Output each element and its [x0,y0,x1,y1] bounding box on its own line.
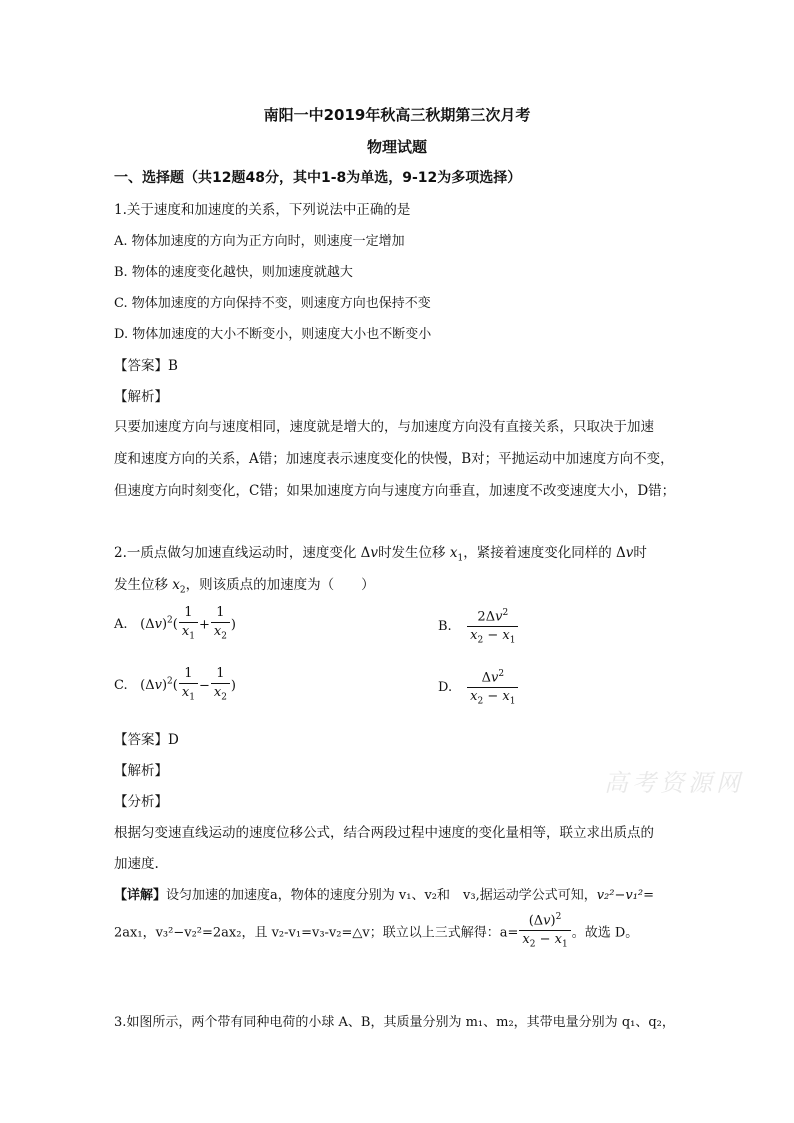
question-1-stem: 1.关于速度和加速度的关系，下列说法中正确的是 [114,202,411,218]
question-3-stem: 3.如图所示，两个带有同种电荷的小球 A、B，其质量分别为 m₁、m₂，其带电量分别为 q₁、q₂， [114,1015,675,1030]
question-2-option-b: B. $\frac{2\Delta v^2}{x_2 - x_1}$ [438,604,519,650]
question-2-fenxi-label: 【分析】 [114,794,168,810]
question-1-option-a: A. 物体加速度的方向为正方向时，则速度一定增加 [114,234,405,249]
question-1-analysis-line: 度和速度方向的关系，A错；加速度表示速度变化的快慢，B对；平抛运动中加速度方向不变， [114,451,674,467]
question-2-detail-line1: 【详解】设匀加速的加速度a，物体的速度分别为 v₁、v₂和 v₃,据运动学公式可知，v₂²−v₁²= [114,888,655,903]
section-heading: 一、选择题（共12题48分，其中1-8为单选，9-12为多项选择） [114,170,522,186]
watermark: 高考资源网 [604,769,744,797]
question-2-option-a: A. $(\Delta v)^2$( $\frac{1}{x_1}$ + $\frac{1}{x_2}$ ) [114,605,236,642]
question-1-analysis-line: 但速度方向时刻变化，C错；如果加速度方向与速度方向垂直，加速度不改变速度大小，D错； [114,483,676,499]
question-1-option-c: C. 物体加速度的方向保持不变，则速度方向也保持不变 [114,296,431,311]
question-2-option-c: C. $(\Delta v)^2$( $\frac{1}{x_1}$ − $\frac{1}{x_2}$ ) [114,666,236,703]
question-2-detail-line2: 2ax₁，v₃²−v₂²=2ax₂，且 v₂-v₁=v₃-v₂=△v；联立以上三式解得：a= $\frac{(\Delta v)^2}{x_2 - x_1}$ 。故选 D。 [114,908,638,954]
question-1-answer: 【答案】B [114,358,178,374]
question-2-stem: 2.一质点做匀加速直线运动时，速度变化 Δv时发生位移 $x_1$，紧接着速度变化同样的 Δv时 [114,545,647,564]
question-1-analysis-line: 只要加速度方向与速度相同，速度就是增大的，与加速度方向没有直接关系，只取决于加速 [114,419,654,435]
question-2-answer: 【答案】D [114,732,179,748]
question-1-option-b: B. 物体的速度变化越快，则加速度就越大 [114,265,353,280]
question-2-stem-line2: 发生位移 $x_2$，则该质点的加速度为（ ） [114,577,375,596]
page-subtitle: 物理试题 [366,138,427,156]
question-1-option-d: D. 物体加速度的大小不断变小，则速度大小也不断变小 [114,327,432,342]
question-2-option-d: D. $\frac{\Delta v^2}{x_2 - x_1}$ [438,665,519,711]
question-1-analysis-label: 【解析】 [114,389,168,405]
question-2-analysis-label: 【解析】 [114,763,168,779]
question-2-fenxi-line: 根据匀变速直线运动的速度位移公式，结合两段过程中速度的变化量相等，联立求出质点的 [114,825,654,841]
page-title: 南阳一中2019年秋高三秋期第三次月考 [263,106,531,124]
question-2-fenxi-line: 加速度. [114,856,159,872]
